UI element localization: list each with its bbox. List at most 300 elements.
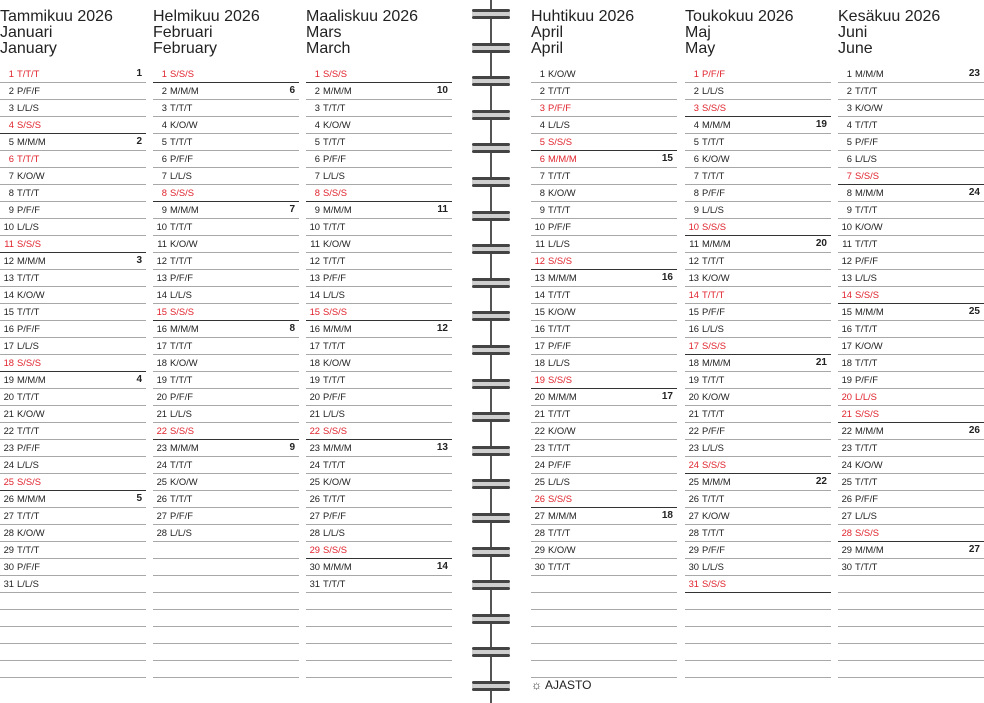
day-row — [153, 287, 299, 304]
weekday-label: T/T/T — [855, 204, 878, 215]
weekday-label: P/F/F — [323, 153, 346, 164]
month-column-january — [0, 0, 146, 589]
day-row — [838, 440, 984, 457]
day-row — [838, 406, 984, 423]
day-row — [0, 423, 146, 440]
weekday-label: T/T/T — [548, 170, 571, 181]
day-number: 10 — [688, 221, 699, 232]
week-number: 6 — [289, 85, 295, 96]
day-number: 11 — [842, 238, 852, 249]
day-number: 21 — [534, 408, 545, 419]
blank-line — [153, 610, 299, 627]
day-number: 20 — [3, 391, 14, 402]
weekday-label: T/T/T — [855, 476, 878, 487]
day-number: 10 — [309, 221, 320, 232]
day-number: 19 — [841, 374, 852, 385]
day-number: 24 — [156, 459, 167, 470]
day-number: 16 — [841, 323, 852, 334]
day-number: 11 — [4, 238, 14, 249]
weekday-label: K/O/W — [702, 153, 730, 164]
day-row — [685, 202, 831, 219]
day-row — [685, 542, 831, 559]
week-number: 10 — [436, 85, 448, 96]
day-row — [685, 270, 831, 287]
day-number: 13 — [534, 272, 545, 283]
day-number: 15 — [309, 306, 320, 317]
weekday-label: T/T/T — [170, 459, 193, 470]
day-row — [685, 423, 831, 440]
day-number: 19 — [3, 374, 14, 385]
binding-ring — [472, 177, 510, 187]
month-title-fi: Kesäkuu 2026 — [838, 8, 941, 25]
weekday-label: K/O/W — [548, 68, 576, 79]
day-row — [0, 202, 146, 219]
blank-line — [838, 610, 984, 627]
week-number: 15 — [661, 153, 673, 164]
day-row — [153, 406, 299, 423]
day-number: 1 — [314, 68, 320, 79]
weekday-label: T/T/T — [855, 357, 878, 368]
day-row — [685, 253, 831, 270]
day-row — [685, 355, 831, 372]
day-row — [531, 321, 677, 338]
weekday-label: P/F/F — [170, 510, 193, 521]
blank-line — [531, 661, 677, 678]
day-number: 21 — [3, 408, 14, 419]
week-number: 1 — [136, 68, 142, 79]
day-row — [531, 389, 677, 406]
weekday-label: S/S/S — [323, 68, 347, 79]
day-row — [685, 491, 831, 508]
month-title-en: May — [685, 40, 716, 57]
day-list — [838, 66, 984, 678]
weekday-label: S/S/S — [323, 306, 347, 317]
day-row — [0, 491, 146, 508]
day-number: 26 — [309, 493, 320, 504]
weekday-label: P/F/F — [855, 493, 878, 504]
month-header — [0, 0, 146, 62]
weekday-label: K/O/W — [17, 289, 45, 300]
day-row — [0, 270, 146, 287]
day-number: 9 — [161, 204, 167, 215]
day-number: 30 — [3, 561, 14, 572]
day-number: 12 — [156, 255, 167, 266]
weekday-label: S/S/S — [170, 187, 194, 198]
weekday-label: P/F/F — [170, 153, 193, 164]
day-number: 22 — [534, 425, 545, 436]
weekday-label: K/O/W — [17, 408, 45, 419]
weekday-label: P/F/F — [702, 425, 725, 436]
day-row — [685, 559, 831, 576]
day-row — [306, 457, 452, 474]
day-row — [153, 525, 299, 542]
day-number: 5 — [539, 136, 545, 147]
day-number: 31 — [3, 578, 14, 589]
blank-line — [153, 661, 299, 678]
day-row — [838, 321, 984, 338]
weekday-label: M/M/M — [17, 374, 46, 385]
day-row — [153, 491, 299, 508]
blank-line — [838, 593, 984, 610]
weekday-label: L/L/S — [702, 204, 724, 215]
binding-ring — [472, 647, 510, 657]
day-row — [0, 253, 146, 270]
day-number: 19 — [534, 374, 545, 385]
weekday-label: T/T/T — [17, 306, 40, 317]
weekday-label: T/T/T — [548, 527, 571, 538]
weekday-label: T/T/T — [323, 374, 346, 385]
day-row — [531, 474, 677, 491]
weekday-label: M/M/M — [323, 561, 352, 572]
day-number: 7 — [539, 170, 545, 181]
weekday-label: M/M/M — [17, 255, 46, 266]
day-number: 25 — [309, 476, 320, 487]
day-number: 5 — [846, 136, 852, 147]
day-row — [838, 559, 984, 576]
weekday-label: S/S/S — [323, 544, 347, 555]
day-number: 3 — [846, 102, 852, 113]
weekday-label: L/L/S — [548, 357, 570, 368]
day-number: 9 — [693, 204, 699, 215]
day-number: 6 — [693, 153, 699, 164]
day-number: 11 — [310, 238, 320, 249]
day-number: 9 — [846, 204, 852, 215]
day-number: 30 — [309, 561, 320, 572]
week-number: 27 — [968, 544, 980, 555]
binding-ring — [472, 43, 510, 53]
month-column-april — [531, 0, 677, 572]
day-number: 4 — [846, 119, 852, 130]
day-row — [685, 457, 831, 474]
weekday-label: M/M/M — [702, 357, 731, 368]
weekday-label: M/M/M — [170, 442, 199, 453]
month-title-fi: Tammikuu 2026 — [0, 8, 113, 25]
day-number: 18 — [534, 357, 545, 368]
weekday-label: T/T/T — [170, 374, 193, 385]
brand-name: AJASTO — [545, 678, 592, 692]
day-number: 12 — [3, 255, 14, 266]
day-number: 26 — [688, 493, 699, 504]
weekday-label: L/L/S — [17, 102, 39, 113]
day-row — [531, 185, 677, 202]
weekday-label: L/L/S — [855, 272, 877, 283]
day-number: 8 — [161, 187, 167, 198]
month-title-en: February — [153, 40, 218, 57]
weekday-label: M/M/M — [548, 510, 577, 521]
day-number: 19 — [156, 374, 167, 385]
day-row — [838, 219, 984, 236]
day-row — [685, 338, 831, 355]
day-number: 17 — [841, 340, 852, 351]
day-number: 22 — [841, 425, 852, 436]
weekday-label: S/S/S — [702, 102, 726, 113]
day-number: 2 — [8, 85, 14, 96]
day-number: 8 — [539, 187, 545, 198]
blank-line — [531, 593, 677, 610]
weekday-label: P/F/F — [548, 221, 571, 232]
day-row — [838, 372, 984, 389]
day-number: 11 — [157, 238, 167, 249]
day-row — [306, 508, 452, 525]
day-row — [306, 185, 452, 202]
weekday-label: T/T/T — [17, 425, 40, 436]
weekday-label: L/L/S — [548, 476, 570, 487]
day-number: 6 — [539, 153, 545, 164]
weekday-label: T/T/T — [855, 323, 878, 334]
day-row — [685, 304, 831, 321]
day-row — [306, 338, 452, 355]
binding-ring — [472, 278, 510, 288]
day-number: 27 — [309, 510, 320, 521]
day-number: 2 — [846, 85, 852, 96]
day-row — [531, 117, 677, 134]
weekday-label: K/O/W — [170, 357, 198, 368]
weekday-label: K/O/W — [323, 476, 351, 487]
blank-line — [0, 610, 146, 627]
day-row — [306, 202, 452, 219]
day-row — [685, 219, 831, 236]
day-row — [0, 66, 146, 83]
weekday-label: L/L/S — [702, 561, 724, 572]
day-number: 20 — [156, 391, 167, 402]
day-row — [306, 525, 452, 542]
day-row — [0, 355, 146, 372]
day-number: 4 — [539, 119, 545, 130]
weekday-label: T/T/T — [323, 221, 346, 232]
day-row — [306, 236, 452, 253]
day-number: 22 — [688, 425, 699, 436]
day-number: 8 — [846, 187, 852, 198]
weekday-label: P/F/F — [702, 306, 725, 317]
day-row — [306, 576, 452, 593]
blank-line — [685, 610, 831, 627]
weekday-label: T/T/T — [548, 561, 571, 572]
weekday-label: T/T/T — [323, 493, 346, 504]
weekday-label: P/F/F — [323, 391, 346, 402]
day-row — [685, 185, 831, 202]
spiral-binding — [464, 0, 518, 703]
day-number: 28 — [156, 527, 167, 538]
day-row — [531, 83, 677, 100]
weekday-label: L/L/S — [170, 170, 192, 181]
day-number: 13 — [688, 272, 699, 283]
day-number: 24 — [688, 459, 699, 470]
day-row — [838, 253, 984, 270]
day-row — [153, 219, 299, 236]
binding-ring — [472, 9, 510, 19]
day-row — [0, 100, 146, 117]
month-header — [685, 0, 831, 62]
day-row — [531, 236, 677, 253]
weekday-label: P/F/F — [702, 544, 725, 555]
weekday-label: S/S/S — [702, 459, 726, 470]
day-row — [685, 321, 831, 338]
weekday-label: M/M/M — [323, 323, 352, 334]
weekday-label: K/O/W — [702, 510, 730, 521]
day-row — [0, 117, 146, 134]
day-list — [153, 66, 299, 678]
day-row — [838, 117, 984, 134]
blank-line — [531, 610, 677, 627]
binding-ring — [472, 110, 510, 120]
day-number: 10 — [534, 221, 545, 232]
day-number: 31 — [309, 578, 320, 589]
day-row — [0, 168, 146, 185]
day-row — [306, 287, 452, 304]
day-number: 5 — [693, 136, 699, 147]
month-title-sv: Mars — [306, 24, 342, 41]
day-number: 10 — [3, 221, 14, 232]
binding-ring — [472, 412, 510, 422]
day-number: 3 — [539, 102, 545, 113]
day-row — [0, 508, 146, 525]
day-row — [838, 423, 984, 440]
day-number: 2 — [693, 85, 699, 96]
day-number: 16 — [688, 323, 699, 334]
day-row — [531, 134, 677, 151]
day-number: 8 — [8, 187, 14, 198]
weekday-label: P/F/F — [323, 272, 346, 283]
day-row — [153, 100, 299, 117]
weekday-label: K/O/W — [170, 119, 198, 130]
day-row — [0, 83, 146, 100]
day-number: 28 — [841, 527, 852, 538]
weekday-label: S/S/S — [548, 136, 572, 147]
day-number: 6 — [314, 153, 320, 164]
day-number: 1 — [161, 68, 167, 79]
day-row — [838, 355, 984, 372]
weekday-label: P/F/F — [548, 340, 571, 351]
day-row — [153, 457, 299, 474]
day-row — [306, 406, 452, 423]
day-number: 20 — [534, 391, 545, 402]
week-number: 22 — [815, 476, 827, 487]
day-number: 18 — [688, 357, 699, 368]
day-row — [306, 372, 452, 389]
weekday-label: P/F/F — [855, 374, 878, 385]
day-number: 4 — [161, 119, 167, 130]
day-row — [685, 287, 831, 304]
day-row — [685, 100, 831, 117]
weekday-label: M/M/M — [702, 119, 731, 130]
binding-ring — [472, 76, 510, 86]
day-row — [531, 100, 677, 117]
day-number: 28 — [688, 527, 699, 538]
month-title-sv: Juni — [838, 24, 868, 41]
day-row — [153, 117, 299, 134]
day-row — [306, 355, 452, 372]
day-row — [153, 355, 299, 372]
day-row — [153, 185, 299, 202]
day-number: 6 — [8, 153, 14, 164]
day-number: 29 — [841, 544, 852, 555]
day-row — [838, 134, 984, 151]
day-row — [306, 270, 452, 287]
day-row — [0, 338, 146, 355]
weekday-label: P/F/F — [323, 510, 346, 521]
binding-ring — [472, 547, 510, 557]
day-list — [0, 66, 146, 678]
week-number: 3 — [136, 255, 142, 266]
day-row — [685, 508, 831, 525]
day-row — [838, 168, 984, 185]
weekday-label: K/O/W — [17, 170, 45, 181]
day-number: 25 — [841, 476, 852, 487]
day-number: 27 — [534, 510, 545, 521]
day-row — [838, 457, 984, 474]
weekday-label: S/S/S — [548, 493, 572, 504]
week-number: 20 — [815, 238, 827, 249]
blank-line — [531, 576, 677, 593]
blank-line — [153, 542, 299, 559]
day-number: 23 — [156, 442, 167, 453]
day-row — [531, 355, 677, 372]
day-row — [153, 236, 299, 253]
day-number: 25 — [688, 476, 699, 487]
day-number: 12 — [534, 255, 545, 266]
day-row — [306, 474, 452, 491]
day-number: 25 — [3, 476, 14, 487]
week-number: 16 — [661, 272, 673, 283]
day-row — [531, 253, 677, 270]
day-number: 16 — [156, 323, 167, 334]
weekday-label: T/T/T — [17, 544, 40, 555]
month-header — [531, 0, 677, 62]
weekday-label: S/S/S — [170, 68, 194, 79]
day-row — [685, 406, 831, 423]
month-title-sv: Maj — [685, 24, 711, 41]
binding-ring — [472, 513, 510, 523]
day-row — [0, 134, 146, 151]
day-row — [685, 372, 831, 389]
blank-line — [153, 644, 299, 661]
weekday-label: K/O/W — [702, 272, 730, 283]
day-number: 26 — [534, 493, 545, 504]
day-row — [685, 168, 831, 185]
day-number: 30 — [688, 561, 699, 572]
day-row — [685, 83, 831, 100]
day-number: 28 — [3, 527, 14, 538]
day-row — [153, 508, 299, 525]
weekday-label: K/O/W — [855, 459, 883, 470]
day-row — [838, 202, 984, 219]
weekday-label: T/T/T — [170, 102, 193, 113]
weekday-label: M/M/M — [855, 425, 884, 436]
day-row — [153, 474, 299, 491]
weekday-label: S/S/S — [548, 374, 572, 385]
day-row — [0, 372, 146, 389]
week-number: 12 — [436, 323, 448, 334]
blank-line — [153, 576, 299, 593]
weekday-label: M/M/M — [855, 68, 884, 79]
day-number: 31 — [688, 578, 699, 589]
weekday-label: K/O/W — [855, 102, 883, 113]
weekday-label: M/M/M — [323, 442, 352, 453]
binding-ring — [472, 311, 510, 321]
day-row — [306, 151, 452, 168]
weekday-label: L/L/S — [17, 578, 39, 589]
day-row — [0, 151, 146, 168]
weekday-label: K/O/W — [323, 238, 351, 249]
day-list — [306, 66, 452, 678]
day-row — [153, 389, 299, 406]
weekday-label: S/S/S — [17, 476, 41, 487]
day-row — [531, 66, 677, 83]
day-row — [838, 287, 984, 304]
blank-line — [838, 644, 984, 661]
week-number: 24 — [968, 187, 980, 198]
day-list — [531, 66, 677, 678]
